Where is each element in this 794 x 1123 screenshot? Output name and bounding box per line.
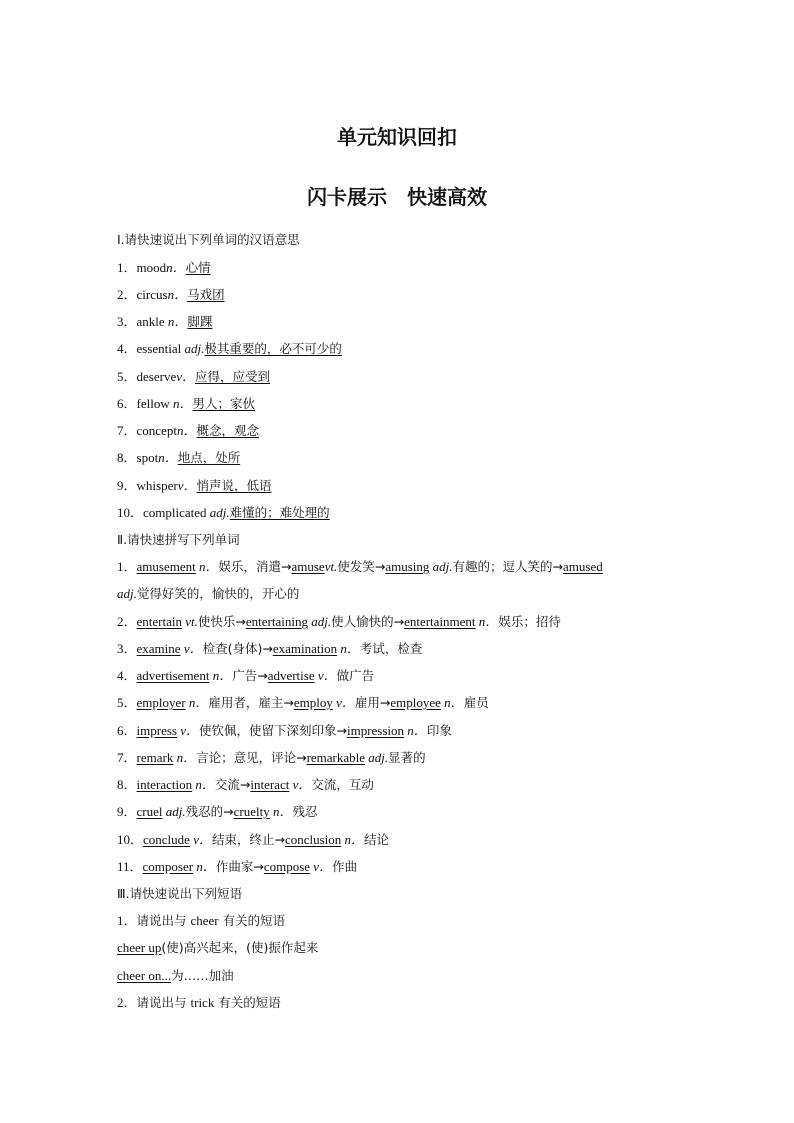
list-item: 10．complicated adj.难懂的；难处理的 xyxy=(117,505,330,520)
subtitle-part-a: 闪卡展示 xyxy=(307,185,387,209)
list-item: 4．essential adj.极其重要的，必不可少的 xyxy=(117,341,342,356)
list-item: 6．fellow n．男人；家伙 xyxy=(117,396,256,411)
list-item: 4．advertisement n．广告→advertise v．做广告 xyxy=(117,668,375,683)
list-item: 11．composer n．作曲家→compose v．作曲 xyxy=(117,859,358,874)
phrase-item: cheer on...为……加油 xyxy=(117,968,234,983)
page-subtitle xyxy=(117,181,677,210)
list-item: 9．cruel adj.残忍的→cruelty n．残忍 xyxy=(117,804,318,819)
list-item: 10．conclude v．结束，终止→conclusion n．结论 xyxy=(117,832,390,847)
list-item: 9．whisperv．悄声说，低语 xyxy=(117,478,272,493)
list-item: 2．entertain vt.使快乐→entertaining adj.使人愉快的→entertainment n．娱乐；招待 xyxy=(117,614,561,629)
list-item: 7．conceptn．概念，观念 xyxy=(117,423,259,438)
list-item: 7．remark n．言论；意见，评论→remarkable adj.显著的 xyxy=(117,750,426,765)
page-title: 单元知识回扣 xyxy=(337,125,457,149)
list-item: 3．examine v．检查(身体)→examination n．考试，检查 xyxy=(117,641,423,656)
list-item: 8．spotn．地点，处所 xyxy=(117,450,241,465)
list-item: 8．interaction n．交流→interact v．交流，互动 xyxy=(117,777,374,792)
section-1-heading: Ⅰ.请快速说出下列单词的汉语意思 xyxy=(117,232,300,247)
list-item-continuation: adj.觉得好笑的，愉快的，开心的 xyxy=(117,586,300,601)
section-2-heading: Ⅱ.请快速拼写下列单词 xyxy=(117,532,240,547)
section-3-heading: Ⅲ.请快速说出下列短语 xyxy=(117,886,243,901)
question-item: 2．请说出与 trick 有关的短语 xyxy=(117,995,281,1010)
question-item: 1．请说出与 cheer 有关的短语 xyxy=(117,913,286,928)
list-item: 5．employer n．雇用者，雇主→employ v．雇用→employee n．雇员 xyxy=(117,695,489,710)
list-item: 6．impress v．使钦佩，使留下深刻印象→impression n．印象 xyxy=(117,723,452,738)
list-item: 5．deservev．应得，应受到 xyxy=(117,369,271,384)
list-item: 2．circusn．马戏团 xyxy=(117,287,225,302)
list-item: 1．moodn．心情 xyxy=(117,260,211,275)
list-item: 1．amusement n．娱乐，消遣→amusevt.使发笑→amusing adj.有趣的；逗人笑的→amused xyxy=(117,559,603,574)
list-item: 3．ankle n．脚踝 xyxy=(117,314,213,329)
subtitle-part-b: 快速高效 xyxy=(407,185,487,209)
phrase-item: cheer up(使)高兴起来，(使)振作起来 xyxy=(117,940,319,955)
